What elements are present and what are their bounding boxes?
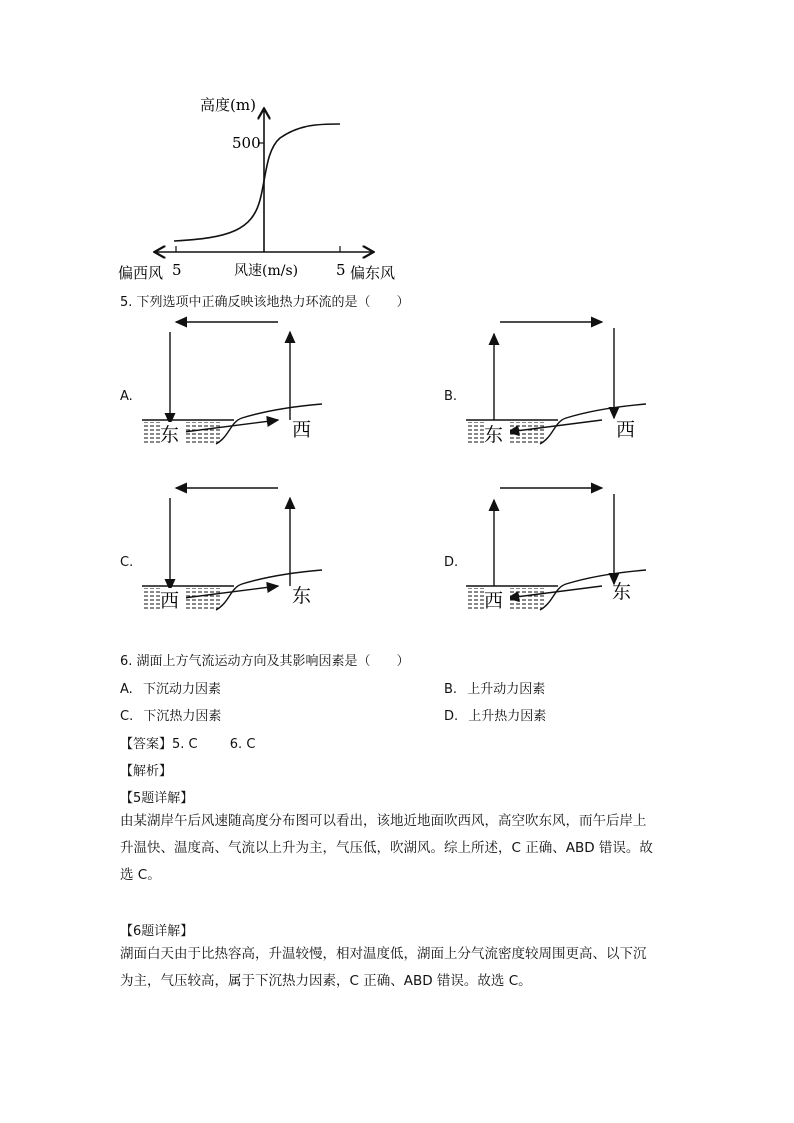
q6-option-a-text: 下沉动力因素 (142, 682, 221, 697)
x-right-tick-label: 5 (336, 261, 346, 279)
q6-option-c-text: 下沉热力因素 (143, 709, 222, 724)
q6-option-c-letter: C. (120, 709, 134, 724)
q5-option-c-diagram (138, 478, 338, 618)
left-end-label: 偏西风 (118, 264, 164, 282)
right-end-label: 偏东风 (350, 264, 396, 282)
answer-label: 【答案】 (120, 737, 173, 752)
q5-option-a-diagram (138, 312, 338, 452)
water-label: 东 (160, 424, 180, 446)
q6-option-c (120, 705, 221, 724)
detail6-body (120, 941, 680, 995)
detail5-body (120, 808, 680, 889)
detail6-title: 【6题详解】 (120, 924, 194, 939)
q5-option-d-diagram (462, 478, 662, 618)
land-label: 东 (292, 585, 312, 607)
land-label: 西 (616, 419, 636, 441)
x-left-tick-label: 5 (172, 261, 182, 279)
water-label: 西 (484, 590, 504, 612)
q6-option-a (120, 678, 221, 697)
water-label: 西 (160, 590, 180, 612)
x-axis-label: 风速(m/s) (234, 263, 299, 279)
q5-option-b-svg (462, 312, 662, 452)
answer-line (120, 733, 255, 752)
water-label: 东 (484, 424, 504, 446)
q6-option-d (444, 705, 546, 724)
q5-option-a-svg (138, 312, 338, 452)
q6-option-b-letter: B. (444, 682, 458, 697)
detail6-line: 湖面白天由于比热容高，升温较慢，相对温度低，湖面上分气流密度较周围更高、以下沉 (120, 946, 647, 962)
detail5-title: 【5题详解】 (120, 791, 194, 806)
q6-option-a-letter: A. (120, 682, 133, 697)
q5-option-b-letter: B. (444, 389, 458, 404)
detail5-line: 由某湖岸午后风速随高度分布图可以看出，该地近地面吹西风，高空吹东风，而午后岸上 (120, 813, 647, 829)
detail5-line: 升温快、温度高、气流以上升为主，气压低，吹湖风。综上所述，C 正确、ABD 错误。故 (120, 840, 653, 856)
detail6-line: 为主，气压较高，属于下沉热力因素，C 正确、ABD 错误。故选 C。 (120, 973, 532, 989)
q5-option-c-svg (138, 478, 338, 618)
analysis-label: 【解析】 (120, 764, 173, 779)
land-label: 西 (292, 419, 312, 441)
land-label: 东 (612, 581, 632, 603)
q5-option-d-svg (462, 478, 662, 618)
q6-option-d-letter: D. (444, 709, 459, 724)
q6-option-b (444, 678, 545, 697)
answer-6: 6. C (229, 737, 256, 752)
q6-stem: 6. 湖面上方气流运动方向及其影响因素是（ ） (120, 654, 410, 669)
wind-height-graph (118, 90, 420, 290)
q5-option-b-diagram (462, 312, 662, 452)
answer-5: 5. C (172, 737, 198, 752)
q6-option-d-text: 上升热力因素 (468, 709, 547, 724)
detail5-line: 选 C。 (120, 867, 161, 883)
y-tick-label: 500 (232, 134, 261, 152)
q5-option-d-letter: D. (444, 555, 459, 570)
y-axis-label: 高度(m) (200, 96, 256, 114)
q5-option-a-letter: A. (120, 389, 133, 404)
wind-height-graph-svg (118, 90, 420, 290)
q5-option-c-letter: C. (120, 555, 134, 570)
q6-option-b-text: 上升动力因素 (467, 682, 546, 697)
q5-stem: 5. 下列选项中正确反映该地热力环流的是（ ） (120, 295, 410, 310)
